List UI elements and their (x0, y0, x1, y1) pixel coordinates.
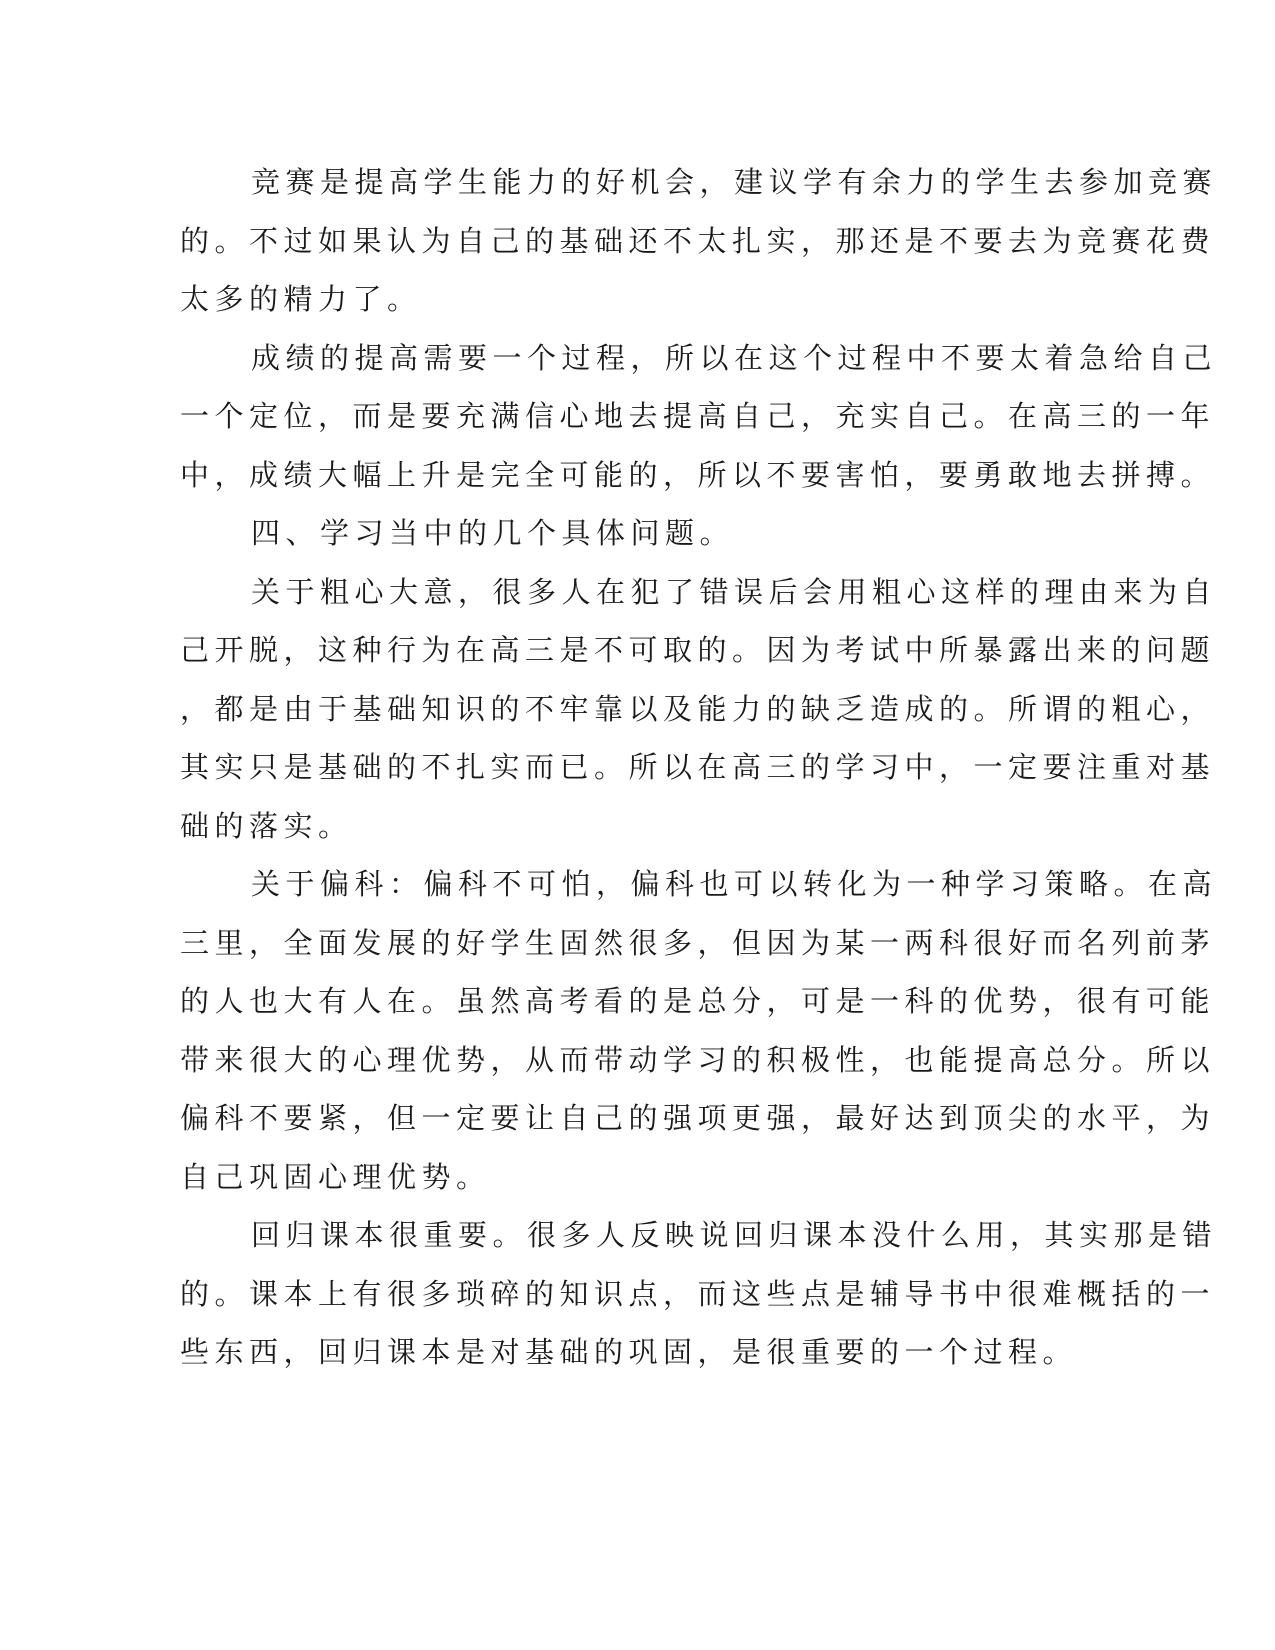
paragraph-5-line-2: 三里，全面发展的好学生固然很多，但因为某一两科很好而名列前茅 (180, 926, 1216, 960)
paragraph-5-line-5: 偏科不要紧，但一定要让自己的强项更强，最好达到顶尖的水平，为 (180, 1101, 1216, 1135)
section-heading: 四、学习当中的几个具体问题。 (251, 516, 735, 550)
paragraph-2-line-1: 成绩的提高需要一个过程，所以在这个过程中不要太着急给自己 (251, 341, 1218, 375)
paragraph-4-line-2: 己开脱，这种行为在高三是不可取的。因为考试中所暴露出来的问题 (180, 633, 1216, 667)
paragraph-4-line-5: 础的落实。 (180, 809, 353, 843)
paragraph-4-line-4: 其实只是基础的不扎实而已。所以在高三的学习中，一定要注重对基 (180, 750, 1216, 784)
paragraph-6-line-2: 的。课本上有很多琐碎的知识点，而这些点是辅导书中很难概括的一 (180, 1277, 1216, 1311)
paragraph-4-line-1: 关于粗心大意，很多人在犯了错误后会用粗心这样的理由来为自 (251, 575, 1218, 609)
paragraph-2-line-2: 一个定位，而是要充满信心地去提高自己，充实自己。在高三的一年 (180, 399, 1216, 433)
paragraph-2-line-3: 中，成绩大幅上升是完全可能的，所以不要害怕，要勇敢地去拼搏。 (180, 458, 1216, 492)
paragraph-1-line-3: 太多的精力了。 (180, 282, 422, 316)
paragraph-4-line-3: ，都是由于基础知识的不牢靠以及能力的缺乏造成的。所谓的粗心， (180, 692, 1216, 726)
paragraph-5-line-1: 关于偏科：偏科不可怕，偏科也可以转化为一种学习策略。在高 (251, 867, 1218, 901)
paragraph-5-line-6: 自己巩固心理优势。 (180, 1160, 491, 1194)
paragraph-5-line-4: 带来很大的心理优势，从而带动学习的积极性，也能提高总分。所以 (180, 1043, 1216, 1077)
paragraph-6-line-3: 些东西，回归课本是对基础的巩固，是很重要的一个过程。 (180, 1335, 1078, 1369)
paragraph-1-line-1: 竞赛是提高学生能力的好机会，建议学有余力的学生去参加竞赛 (251, 165, 1218, 199)
paragraph-1-line-2: 的。不过如果认为自己的基础还不太扎实，那还是不要去为竞赛花费 (180, 224, 1216, 258)
paragraph-5-line-3: 的人也大有人在。虽然高考看的是总分，可是一科的优势，很有可能 (180, 984, 1216, 1018)
paragraph-6-line-1: 回归课本很重要。很多人反映说回归课本没什么用，其实那是错 (251, 1218, 1218, 1252)
